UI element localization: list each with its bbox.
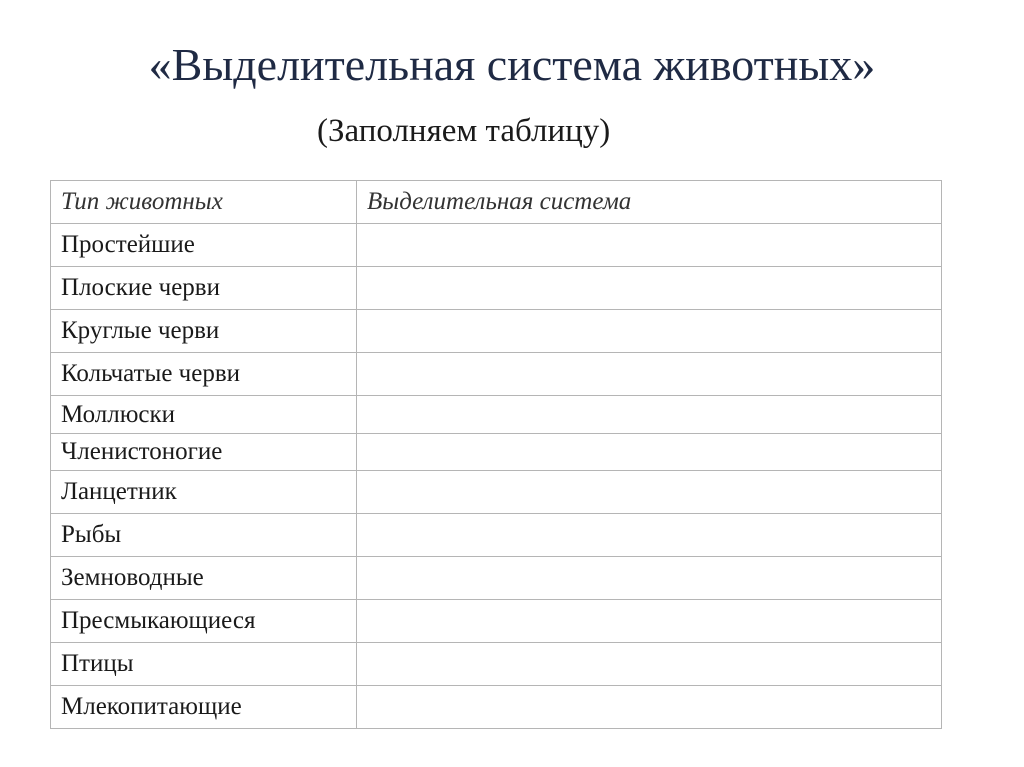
animal-type-cell: Рыбы — [51, 514, 357, 557]
table-row — [51, 434, 942, 471]
excretory-system-cell[interactable] — [357, 224, 942, 267]
excretory-system-cell[interactable] — [357, 310, 942, 353]
animal-type-cell: Членистоногие — [51, 434, 357, 471]
animal-type-cell: Млекопитающие — [51, 686, 357, 729]
animal-type-cell: Простейшие — [51, 224, 357, 267]
table-row — [51, 267, 942, 310]
animal-type-cell: Кольчатые черви — [51, 353, 357, 396]
excretory-system-cell[interactable] — [357, 557, 942, 600]
animal-type-cell: Птицы — [51, 643, 357, 686]
table-row — [51, 557, 942, 600]
excretory-system-cell[interactable] — [357, 514, 942, 557]
table-header-row — [51, 181, 942, 224]
excretory-system-cell[interactable] — [357, 434, 942, 471]
animal-type-cell: Моллюски — [51, 396, 357, 434]
table-row — [51, 396, 942, 434]
excretory-system-cell[interactable] — [357, 686, 942, 729]
table-row — [51, 643, 942, 686]
excretory-system-cell[interactable] — [357, 267, 942, 310]
excretory-system-cell[interactable] — [357, 643, 942, 686]
animal-type-cell: Ланцетник — [51, 471, 357, 514]
excretory-system-cell[interactable] — [357, 471, 942, 514]
table-row — [51, 310, 942, 353]
table-row — [51, 514, 942, 557]
excretory-system-cell[interactable] — [357, 600, 942, 643]
table-row — [51, 686, 942, 729]
table-row — [51, 600, 942, 643]
table-row — [51, 471, 942, 514]
slide-title: «Выделительная система животных» — [148, 39, 876, 90]
table-row — [51, 224, 942, 267]
table-row — [51, 353, 942, 396]
excretory-system-cell[interactable] — [357, 396, 942, 434]
animals-table — [50, 180, 942, 729]
excretory-system-cell[interactable] — [357, 353, 942, 396]
slide-subtitle: (Заполняем таблицу) — [317, 113, 611, 149]
animal-type-cell: Земноводные — [51, 557, 357, 600]
animal-type-cell: Плоские черви — [51, 267, 357, 310]
animal-type-cell: Пресмыкающиеся — [51, 600, 357, 643]
animal-type-cell: Круглые черви — [51, 310, 357, 353]
header-animal-type: Тип животных — [51, 181, 357, 224]
header-excretory-system: Выделительная система — [357, 181, 942, 224]
